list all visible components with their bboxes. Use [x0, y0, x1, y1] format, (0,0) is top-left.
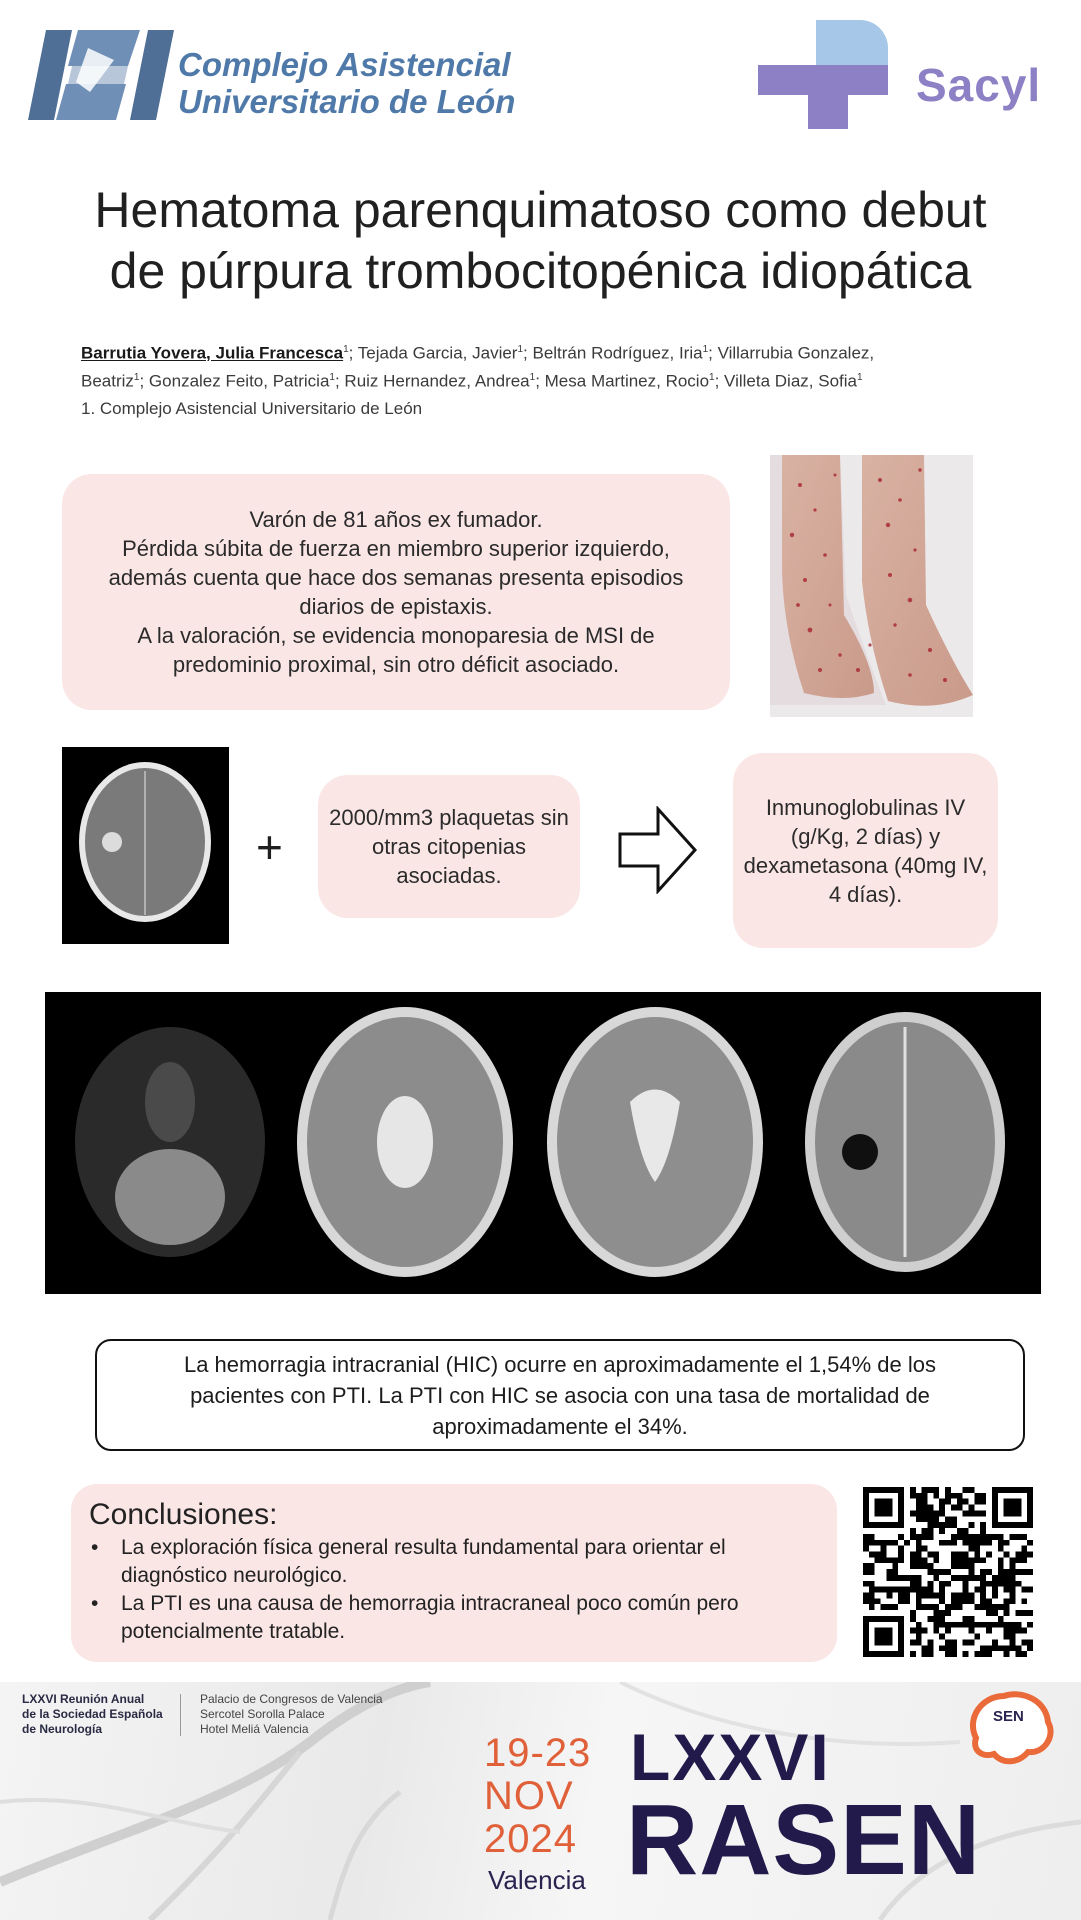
mri-slice-3: [547, 1007, 763, 1277]
congress-edition: LXXVI: [630, 1720, 831, 1794]
meeting-line1: LXXVI Reunión Anual: [22, 1692, 145, 1706]
sen-label: SEN: [993, 1708, 1024, 1725]
affil-sup: 1: [702, 344, 709, 355]
institution-name-line2: Universitario de León: [178, 83, 516, 120]
mri-slice-4: [805, 1012, 1005, 1272]
case-line2: Pérdida súbita de fuerza en miembro superior izquierdo, además cuenta que hace dos semanas presenta episodios diarios de epistaxis.: [108, 536, 684, 619]
conclusions-title: Conclusiones:: [89, 1498, 278, 1531]
right-arrow-icon: [618, 806, 698, 894]
meeting-line2: de la Sociedad Española: [22, 1707, 163, 1721]
affil-sup: 1: [343, 344, 349, 355]
affil-sup: 1: [709, 371, 715, 383]
affil-sup: 1: [133, 371, 140, 383]
case-line3: A la valoración, se evidencia monoparesia de MSI de predominio proximal, sin otro déficit asociado.: [137, 623, 655, 677]
affiliation: 1. Complejo Asistencial Universitario de León: [81, 399, 423, 418]
platelet-count-box: 2000/mm3 plaquetas sin otras citopenias asociadas.: [318, 775, 580, 918]
sacyl-cross-icon: [758, 20, 908, 130]
congress-city: Valencia: [488, 1865, 586, 1895]
venue-list: [200, 1692, 383, 1737]
meeting-name: [22, 1692, 163, 1737]
title-line1: Hematoma parenquimatoso como debut: [94, 182, 987, 238]
mri-slice-2: [297, 1007, 513, 1277]
conclusions-list: [89, 1534, 819, 1646]
venue-2: Sercotel Sorolla Palace: [200, 1707, 325, 1721]
sacyl-name: Sacyl: [916, 59, 1042, 111]
sacyl-logo: [758, 20, 1058, 130]
author-2: ; Tejada Garcia, Javier: [348, 343, 518, 363]
venue-1: Palacio de Congresos de Valencia: [200, 1692, 383, 1706]
case-line1: Varón de 81 años ex fumador.: [249, 507, 543, 532]
affil-sup: 1: [529, 371, 536, 383]
author-4: ; Villarrubia Gonzalez,: [708, 343, 875, 363]
venue-3: Hotel Meliá Valencia: [200, 1722, 309, 1736]
poster-title: [20, 180, 1061, 302]
meeting-line3: de Neurología: [22, 1722, 103, 1736]
author-3: ; Beltrán Rodríguez, Iria: [523, 343, 703, 363]
mri-slice-1: [75, 1027, 265, 1257]
treatment-box: Inmunoglobulinas IV (g/Kg, 2 días) y dexametasona (40mg IV, 4 días).: [733, 753, 998, 948]
statistic-box: La hemorragia intracranial (HIC) ocurre en aproximadamente el 1,54% de los pacientes con PTI. La PTI con HIC se asocia con una tasa de mortalidad de aproximadamente el 34%.: [95, 1339, 1025, 1451]
lead-author: Barrutia Yovera, Julia Francesca: [81, 343, 344, 363]
author-6: ; Ruiz Hernandez, Andrea: [334, 371, 530, 391]
author-4-cont: Beatriz: [81, 371, 134, 391]
author-7: ; Mesa Martinez, Rocio: [535, 371, 710, 391]
plus-sign: +: [256, 821, 283, 873]
case-description-box: [62, 474, 730, 710]
sen-brain-logo-icon: [962, 1688, 1058, 1772]
author-list: [81, 338, 981, 393]
congress-dates: [484, 1732, 591, 1861]
affil-sup: 1: [517, 344, 524, 355]
author-8: ; Villeta Diaz, Sofia: [714, 371, 857, 391]
dates-month: NOV: [484, 1774, 574, 1818]
footer-divider: [180, 1694, 181, 1736]
affil-sup: 1: [856, 371, 863, 383]
conclusion-item: • La PTI es una causa de hemorragia intracraneal poco común pero potencialmente tratable.: [89, 1590, 819, 1646]
title-line2: de púrpura trombocitopénica idiopática: [109, 243, 972, 299]
petechiae-legs-photo: [770, 455, 973, 717]
institution-name-line1: Complejo Asistencial: [178, 46, 511, 83]
conclusion-item: • La exploración física general resulta fundamental para orientar el diagnóstico neurológico.: [89, 1534, 819, 1590]
ct-scan-image: [62, 747, 229, 944]
caule-logo: [28, 30, 528, 125]
caule-mark-icon: [28, 30, 178, 120]
congress-banner: [0, 1682, 1081, 1920]
congress-event-name: RASEN: [626, 1784, 982, 1896]
affil-sup: 1: [329, 371, 335, 383]
dates-year: 2024: [484, 1817, 577, 1861]
conclusions-box: [71, 1484, 837, 1662]
mri-images-strip: [45, 992, 1041, 1294]
dates-days: 19-23: [484, 1731, 592, 1775]
author-5: ; Gonzalez Feito, Patricia: [139, 371, 330, 391]
qr-code[interactable]: [863, 1487, 1033, 1657]
